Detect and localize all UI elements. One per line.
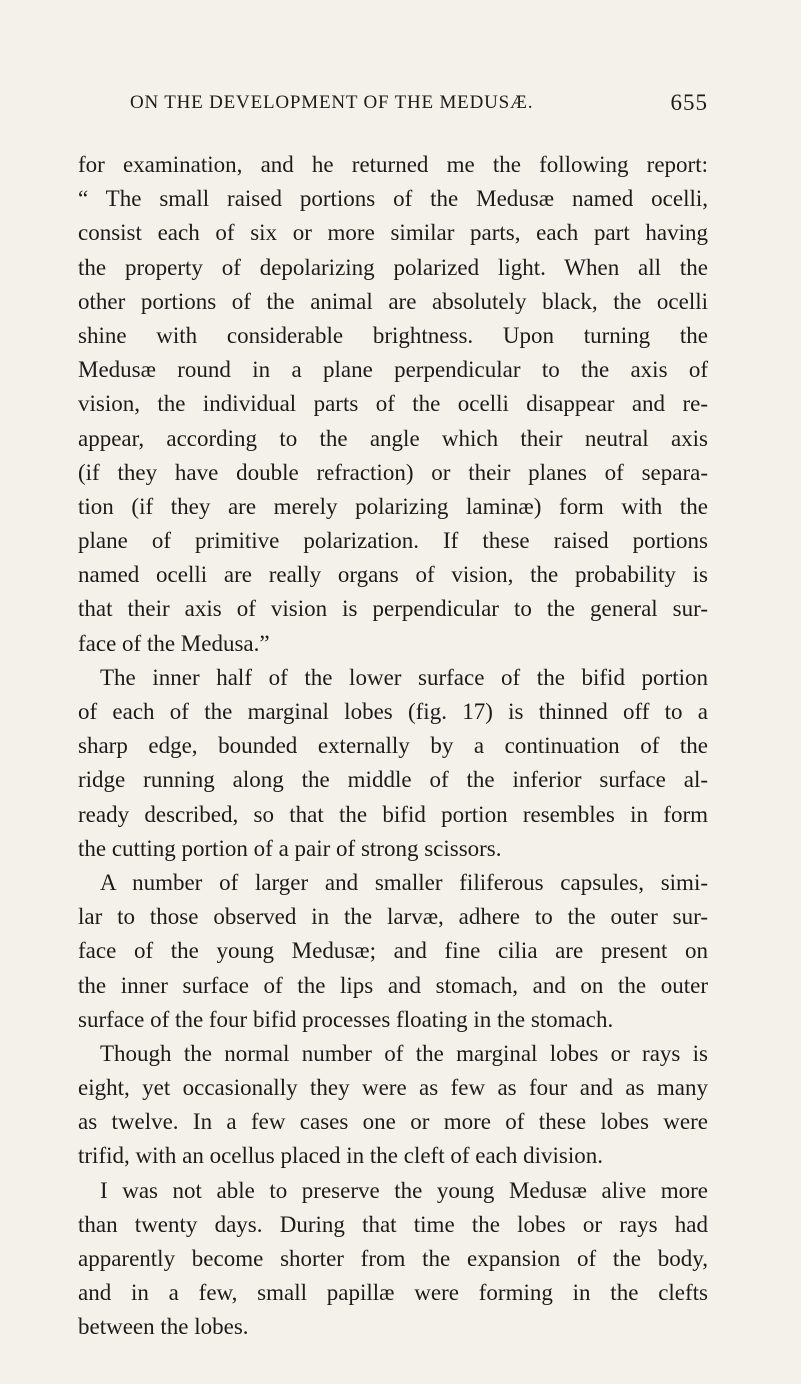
text-line: ready described, so that the bifid portion resembles in form <box>78 801 708 827</box>
text-line: between the lobes. <box>78 1314 249 1340</box>
text-line: surface of the four bifid processes floating in the stomach. <box>78 1006 614 1032</box>
text-line: eight, yet occasionally they were as few as four and as many <box>78 1075 708 1101</box>
text-line: (if they have double refraction) or their planes of separa- <box>78 459 708 485</box>
page-number: 655 <box>670 90 708 115</box>
body-text <box>78 148 708 1345</box>
text-line: of each of the marginal lobes (fig. 17) is thinned off to a <box>78 699 708 724</box>
text-line: the inner surface of the lips and stomach, and on the outer <box>78 972 708 998</box>
text-line: sharp edge, bounded externally by a continuation of the <box>78 733 708 759</box>
text-line: I was not able to preserve the young Medusæ alive more <box>100 1177 708 1203</box>
text-line: for examination, and he returned me the following report: <box>78 152 708 177</box>
page-header <box>78 92 708 124</box>
text-line: trifid, with an ocellus placed in the cleft of each division. <box>78 1143 604 1169</box>
text-line: than twenty days. During that time the lobes or rays had <box>78 1211 708 1237</box>
text-line: face of the young Medusæ; and fine cilia are present on <box>78 938 708 964</box>
text-line: the property of depolarizing polarized light. When all the <box>78 254 708 280</box>
running-head: ON THE DEVELOPMENT OF THE MEDUSÆ. <box>130 92 534 113</box>
text-line: The inner half of the lower surface of the bifid portion <box>100 664 708 690</box>
text-line: that their axis of vision is perpendicular to the general sur- <box>78 596 708 622</box>
text-line: Medusæ round in a plane perpendicular to the axis of <box>78 357 708 383</box>
text-line: “ The small raised portions of the Medusæ named ocelli, <box>78 186 708 212</box>
text-line: apparently become shorter from the expansion of the body, <box>78 1246 708 1271</box>
text-line: vision, the individual parts of the ocelli disappear and re- <box>78 391 708 417</box>
book-page <box>78 92 708 1345</box>
text-line: shine with considerable brightness. Upon turning the <box>78 322 708 348</box>
text-line: ridge running along the middle of the inferior surface al- <box>78 767 708 793</box>
text-line: appear, according to the angle which their neutral axis <box>78 425 708 451</box>
text-line: other portions of the animal are absolutely black, the ocelli <box>78 288 708 314</box>
text-line: the cutting portion of a pair of strong scissors. <box>78 835 502 861</box>
text-line: A number of larger and smaller filiferous capsules, simi- <box>100 869 708 895</box>
text-line: Though the normal number of the marginal lobes or rays is <box>100 1040 708 1066</box>
text-line: as twelve. In a few cases one or more of these lobes were <box>78 1109 708 1135</box>
text-line: consist each of six or more similar parts, each part having <box>78 220 708 246</box>
text-line: and in a few, small papillæ were forming in the clefts <box>78 1280 708 1306</box>
text-line: plane of primitive polarization. If these raised portions <box>78 528 708 554</box>
text-line: face of the Medusa.” <box>78 630 270 656</box>
text-line: named ocelli are really organs of vision, the probability is <box>78 562 708 588</box>
text-line: tion (if they are merely polarizing laminæ) form with the <box>78 493 708 519</box>
text-line: lar to those observed in the larvæ, adhere to the outer sur- <box>78 904 708 930</box>
